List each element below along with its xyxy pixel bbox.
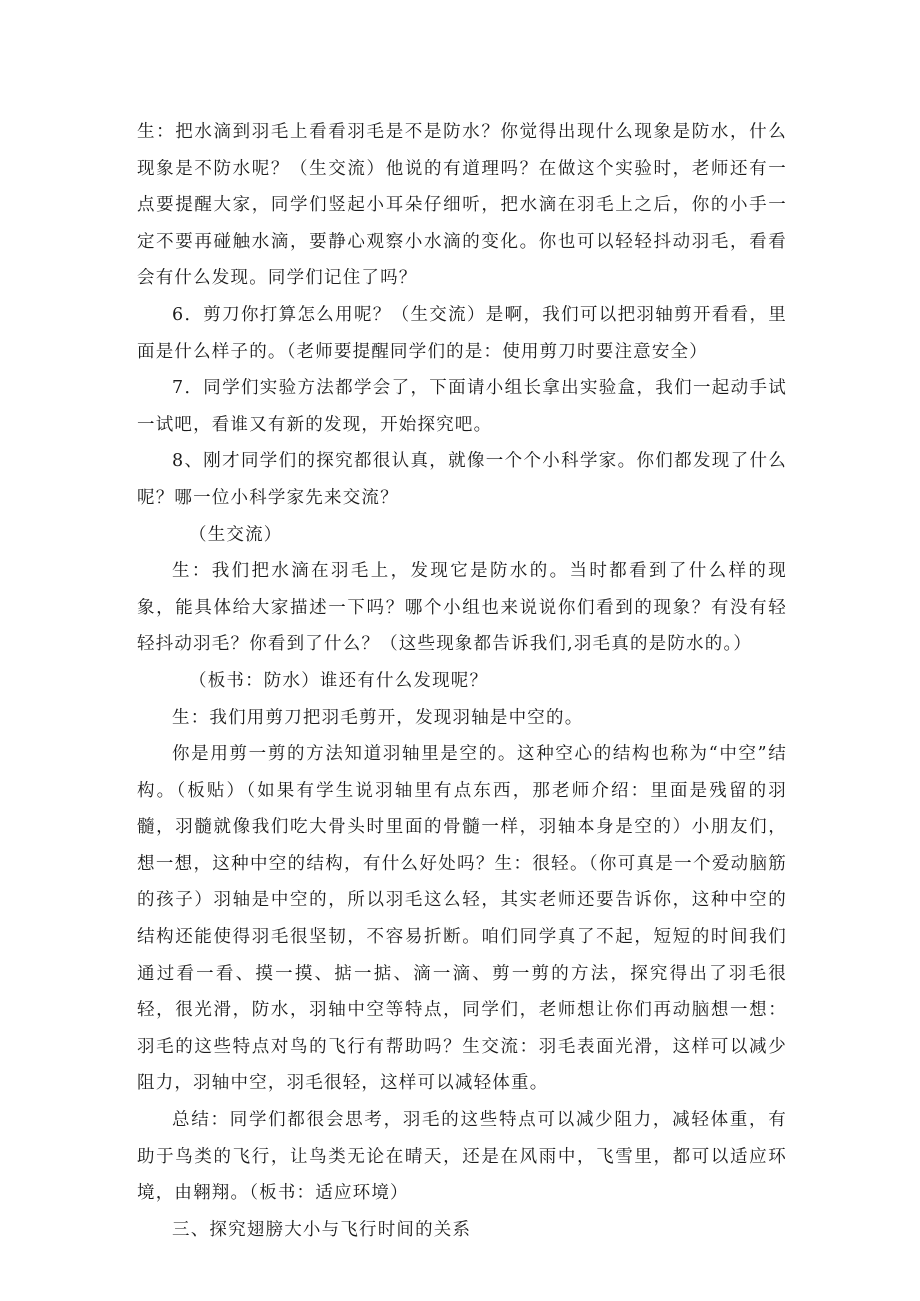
paragraph-student-waterproof-result: 生：我们把水滴在羽毛上，发现它是防水的。当时都看到了什么样的现象，能具体给大家描述一下吗？哪个小组也来说说你们看到的现象？有没有轻轻抖动羽毛？你看到了什么？（这些现象都告诉我们,羽毛真的是防水的。）: [137, 561, 787, 655]
paragraph-step-7-experiment: 7．同学们实验方法都学会了，下面请小组长拿出实验盒，我们一起动手试一试吧，看谁又有新的发现，开始探究吧。: [137, 378, 787, 435]
section-heading-wing-size: 三、探究翅膀大小与飞行时间的关系: [172, 1219, 472, 1240]
document-body: [137, 114, 787, 1248]
paragraph-summary: 总结：同学们都很会思考，羽毛的这些特点可以减少阻力，减轻体重，有助于鸟类的飞行，让鸟类无论在晴天，还是在风雨中，飞雪里，都可以适应环境，由翱翔。（板书：适应环境）: [137, 1110, 787, 1204]
paragraph-student-waterproof-test: 生：把水滴到羽毛上看看羽毛是不是防水？你觉得出现什么现象是防水，什么现象是不防水呢？（生交流）他说的有道理吗？在做这个实验时，老师还有一点要提醒大家，同学们竖起小耳朵仔细听，把水滴在羽毛上之后，你的小手一定不要再碰触水滴，要静心观察小水滴的变化。你也可以轻轻抖动羽毛，看看会有什么发现。同学们记住了吗？: [137, 122, 787, 289]
paragraph-hollow-structure: 你是用剪一剪的方法知道羽轴里是空的。这种空心的结构也称为“中空”结构。（板贴）（如果有学生说羽轴里有点东西，那老师介绍：里面是残留的羽髓，羽髓就像我们吃大骨头时里面的骨髓一样，羽轴本身是空的）小朋友们，想一想，这种中空的结构，有什么好处吗？生：很轻。（你可真是一个爱动脑筋的孩子）羽轴是中空的，所以羽毛这么轻，其实老师还要告诉你，这种中空的结构还能使得羽毛很坚韧，不容易折断。咱们同学真了不起，短短的时间我们通过看一看、摸一摸、掂一掂、滴一滴、剪一剪的方法，探究得出了羽毛很轻，很光滑，防水，羽轴中空等特点，同学们，老师想让你们再动脑想一想：羽毛的这些特点对鸟的飞行有帮助吗？生交流：羽毛表面光滑，这样可以减少阻力，羽轴中空，羽毛很轻，这样可以减轻体重。: [137, 744, 787, 1094]
paragraph-student-hollow-shaft: 生：我们用剪刀把羽毛剪开，发现羽轴是中空的。: [172, 707, 584, 728]
paragraph-step-8-exchange: 8、刚才同学们的探究都很认真，就像一个个小科学家。你们都发现了什么呢？哪一位小科学家先来交流？: [137, 451, 787, 508]
paragraph-step-6-scissors: 6．剪刀你打算怎么用呢？（生交流）是啊，我们可以把羽轴剪开看看，里面是什么样子的。（老师要提醒同学们的是：使用剪刀时要注意安全）: [137, 304, 787, 362]
paragraph-student-exchange: （生交流）: [189, 524, 283, 545]
paragraph-board-waterproof: （板书：防水）谁还有什么发现呢？: [189, 670, 489, 691]
